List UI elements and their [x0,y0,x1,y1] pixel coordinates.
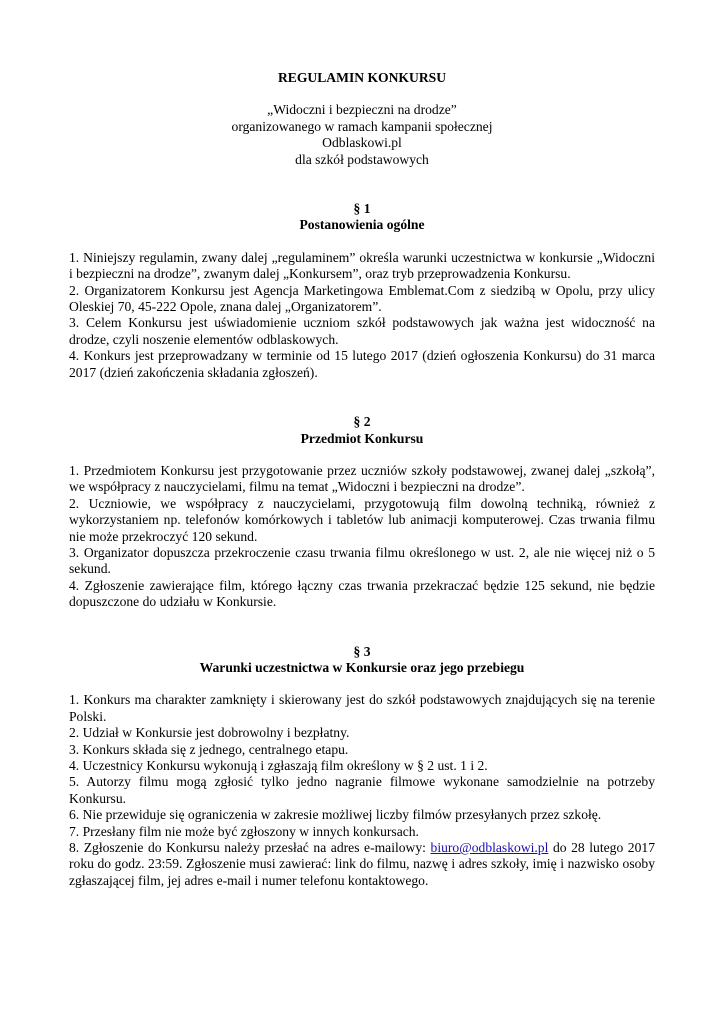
list-item: 4. Konkurs jest przeprowadzany w terminie od 15 lutego 2017 (dzień ogłoszenia Konkursu) do 31 marca 2017 (dzień zakończenia składania zgłoszeń). [69,348,655,380]
list-item: 3. Konkurs składa się z jednego, centralnego etapu. [69,741,349,757]
subtitle-line: dla szkół podstawowych [295,151,429,167]
list-item [69,840,655,889]
section-2 [69,414,655,610]
document-page [69,70,655,889]
section-heading: Postanowienia ogólne [299,217,425,233]
email-link[interactable]: biuro@odblaskowi.pl [430,840,549,856]
list-item: 1. Przedmiotem Konkursu jest przygotowanie przez uczniów szkoły podstawowej, zwanej dalej „szkołą”, we współpracy z nauczycielami, filmu na temat „Widoczni i bezpieczni na drodze”. [69,462,655,495]
item-text: do 28 lutego 2017 roku do godz. 23:59. Zgłoszenie musi zawierać: link do filmu, nazwę i adres szkoły, imię i nazwisko osoby zgłaszającej film, jej adres e-mail i numer telefonu kontaktowego. [69,840,655,888]
list-item: 2. Uczniowie, we współpracy z nauczycielami, przygotowują film dowolną techniką, również z wykorzystaniem np. telefonów komórkowych i tabletów lub animacji komputerowej. Czas trwania filmu nie może przekroczyć 120 sekund. [69,495,655,544]
list-item: 3. Organizator dopuszcza przekroczenie czasu trwania filmu określonego w ust. 2, ale nie więcej niż o 5 sekund. [69,544,655,577]
list-item: 1. Konkurs ma charakter zamknięty i skierowany jest do szkół podstawowych znajdujących się na terenie Polski. [69,692,655,724]
list-item: 2. Udział w Konkursie jest dobrowolny i bezpłatny. [69,725,350,741]
list-item: 2. Organizatorem Konkursu jest Agencja Marketingowa Emblemat.Com z siedzibą w Opolu, przy ulicy Oleskiej 70, 45-222 Opole, znana dalej „Organizatorem”. [69,282,655,315]
subtitle-line: „Widoczni i bezpieczni na drodze” [267,102,457,118]
list-item: 3. Celem Konkursu jest uświadomienie uczniom szkół podstawowych jak ważna jest widoczność na drodze, czyli noszenie elementów odblaskowych. [69,315,655,347]
section-number: § 3 [353,643,371,659]
subtitle-line: Odblaskowi.pl [322,135,402,151]
list-item: 4. Uczestnicy Konkursu wykonują i zgłaszają film określony w § 2 ust. 1 i 2. [69,758,488,773]
list-item: 6. Nie przewiduje się ograniczenia w zakresie możliwej liczby filmów przesyłanych przez szkołę. [69,807,602,823]
list-item: 5. Autorzy filmu mogą zgłosić tylko jedno nagranie filmowe wykonane samodzielnie na potrzeby Konkursu. [69,774,655,806]
section-number: § 1 [353,201,371,217]
document-subtitle [69,102,655,168]
section-3 [69,644,655,890]
section-heading: Warunki uczestnictwa w Konkursie oraz jego przebiegu [199,659,525,675]
list-item: 4. Zgłoszenie zawierające film, którego łączny czas trwania przekraczać będzie 125 sekund, nie będzie dopuszczone do udziału w Konkursie. [69,577,655,610]
subtitle-line: organizowanego w ramach kampanii społecznej [231,118,493,134]
section-items [69,250,655,381]
list-item: 7. Przesłany film nie może być zgłoszony w innych konkursach. [69,823,419,839]
document-title: REGULAMIN KONKURSU [277,70,447,85]
section-heading: Przedmiot Konkursu [300,430,424,446]
section-1 [69,201,655,381]
section-items [69,463,655,611]
item-text: 8. Zgłoszenie do Konkursu należy przesłać na adres e-mailowy: [69,840,431,856]
section-items [69,692,655,889]
list-item: 1. Niniejszy regulamin, zwany dalej „regulaminem” określa warunki uczestnictwa w konkursie „Widoczni i bezpieczni na drodze”, zwanym dalej „Konkursem”, oraz tryb przeprowadzenia Konkursu. [69,249,655,282]
section-number: § 2 [353,414,371,430]
